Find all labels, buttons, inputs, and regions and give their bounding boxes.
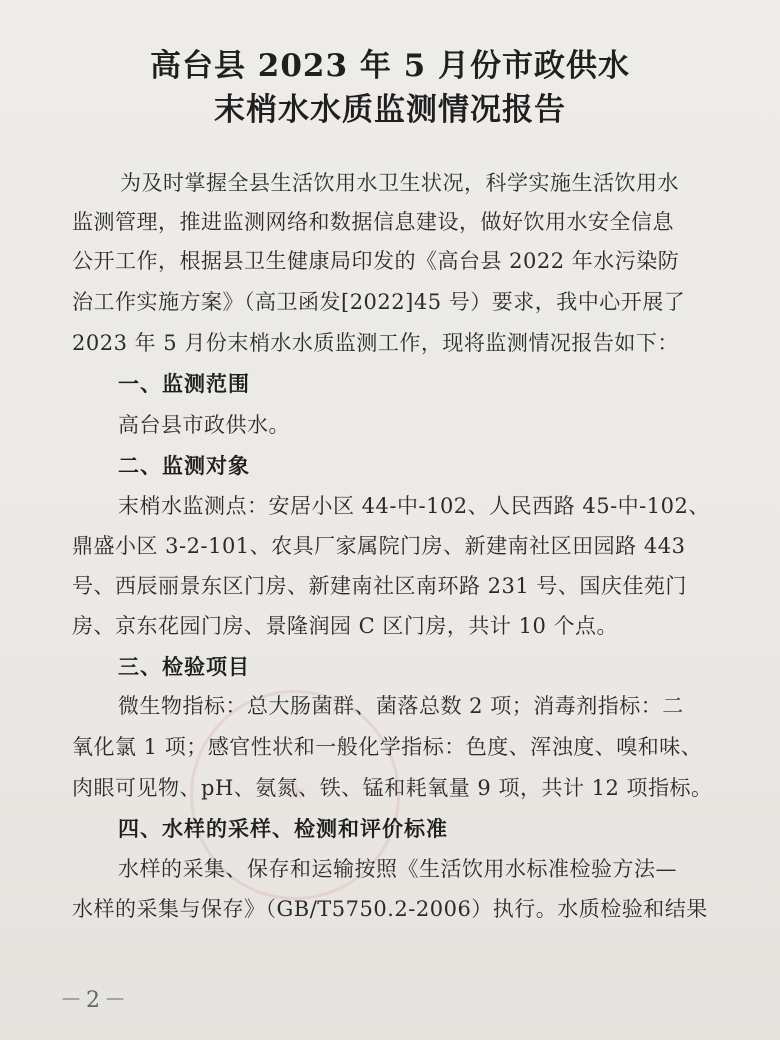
intro-line-3: 公开工作，根据县卫生健康局印发的《高台县 2022 年水污染防 xyxy=(72,249,680,273)
section-2-line-2: 鼎盛小区 3-2-101、农具厂家属院门房、新建南社区田园路 443 xyxy=(72,534,686,558)
section-3-line-1: 微生物指标：总大肠菌群、菌落总数 2 项；消毒剂指标：二 xyxy=(118,694,684,718)
section-3-line-2: 氧化氯 1 项；感官性状和一般化学指标：色度、浑浊度、嗅和味、 xyxy=(72,735,703,759)
intro-line-4: 治工作实施方案》（高卫函发[2022]45 号）要求，我中心开展了 xyxy=(72,290,686,314)
section-2-heading: 二、监测对象 xyxy=(118,453,250,478)
section-1-text: 高台县市政供水。 xyxy=(118,413,290,437)
section-1-heading: 一、监测范围 xyxy=(118,371,250,396)
section-4-line-1: 水样的采集、保存和运输按照《生活饮用水标准检验方法— xyxy=(118,857,677,881)
section-2-line-3: 号、西辰丽景东区门房、新建南社区南环路 231 号、国庆佳苑门 xyxy=(72,574,687,598)
report-title-line-2: 末梢水水质监测情况报告 xyxy=(214,92,566,128)
report-title-line-1: 高台县 2023 年 5 月份市政供水 xyxy=(149,48,631,84)
intro-line-1: 为及时掌握全县生活饮用水卫生状况，科学实施生活饮用水 xyxy=(120,171,679,195)
page-number: －2－ xyxy=(60,988,130,1013)
section-3-line-3: 肉眼可见物、pH、氨氮、铁、锰和耗氧量 9 项，共计 12 项指标。 xyxy=(72,776,713,800)
section-2-line-4: 房、京东花园门房、景隆润园 C 区门房，共计 10 个点。 xyxy=(72,614,618,638)
section-3-heading: 三、检验项目 xyxy=(118,654,250,679)
intro-line-5: 2023 年 5 月份末梢水水质监测工作，现将监测情况报告如下： xyxy=(72,331,679,355)
section-4-heading: 四、水样的采样、检测和评价标准 xyxy=(118,816,448,841)
intro-line-2: 监测管理，推进监测网络和数据信息建设，做好饮用水安全信息 xyxy=(72,210,674,234)
section-4-line-2: 水样的采集与保存》（GB/T5750.2-2006）执行。水质检验和结果 xyxy=(72,897,708,921)
section-2-line-1: 末梢水监测点：安居小区 44-中-102、人民西路 45-中-102、 xyxy=(118,494,710,518)
